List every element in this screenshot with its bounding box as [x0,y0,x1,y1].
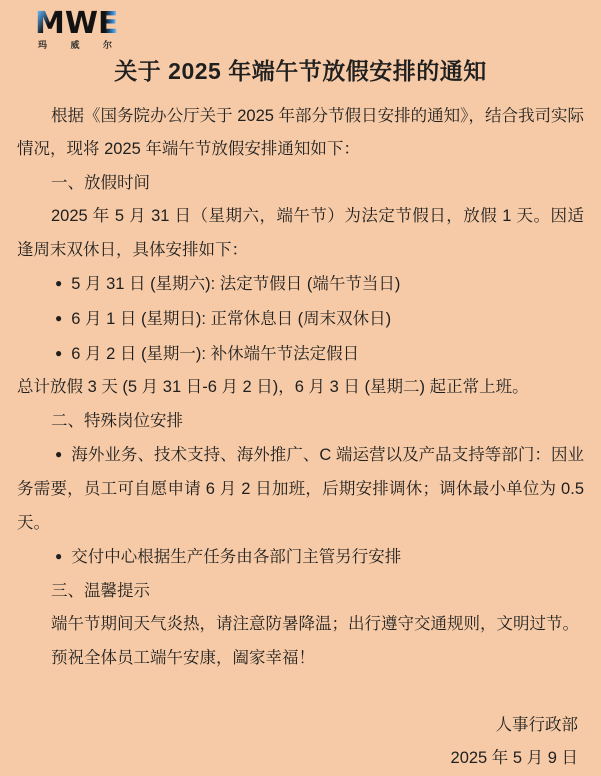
list-item-text: 5 月 31 日 (星期六): 法定节假日 (端午节当日) [71,275,401,294]
notice-body [17,100,584,676]
holiday-list-item-jun2 [17,337,584,372]
logo-letter-w: W [64,6,98,41]
logo-text [35,6,119,41]
logo-subtext [38,40,112,51]
bullet-icon: ● [55,311,63,326]
logo-subtext-char: 玛 [38,39,48,50]
special-duty-item-overseas [17,438,584,540]
signature-date: 2025 年 5 月 9 日 [450,749,578,768]
bullet-icon: ● [55,345,63,360]
signature-block [17,709,584,776]
bullet-icon: ● [55,447,63,462]
list-item-text: 6 月 1 日 (星期日): 正常休息日 (周末双休日) [71,310,392,329]
logo-letter-m: M [35,6,65,41]
page-title: 关于 2025 年端午节放假安排的通知 [114,57,487,84]
signature-department: 人事行政部 [495,715,578,734]
section-1-detail: 2025 年 5 月 31 日（星期六，端午节）为法定节假日，放假 1 天。因适逢周末双休日，具体安排如下： [17,207,584,259]
bullet-icon: ● [55,276,63,291]
company-logo [35,6,119,51]
intro-paragraph: 根据《国务院办公厅关于 2025 年部分节假日安排的通知》，结合我司实际情况，现将 2025 年端午节放假安排通知如下： [17,106,584,159]
holiday-summary: 总计放假 3 天 (5 月 31 日-6 月 2 日)，6 月 3 日 (星期二) 起正常上班。 [17,378,529,397]
logo-letter-e: E [97,6,119,41]
bullet-icon: ● [55,549,63,564]
logo-subtext-char: 尔 [102,39,112,50]
tips-paragraph: 端午节期间天气炎热，请注意防暑降温；出行遵守交通规则，文明过节。 [51,615,579,634]
special-duty-item-delivery [17,540,584,575]
list-item-text: 交付中心根据生产任务由各部门主管另行安排 [71,548,402,567]
holiday-list-item-may31 [17,267,584,302]
list-item-text: 6 月 2 日 (星期一): 补休端午节法定假日 [71,344,360,363]
section-3-heading: 三、温馨提示 [51,581,150,600]
holiday-list-item-jun1 [17,302,584,337]
section-2-heading: 二、特殊岗位安排 [51,411,183,430]
list-item-text: 海外业务、技术支持、海外推广、C 端运营以及产品支持等部门：因业务需要，员工可自愿申请 6 月 2 日加班，后期安排调休；调休最小单位为 0.5 天。 [17,446,584,532]
wishes-paragraph: 预祝全体员工端午安康，阖家幸福！ [51,649,315,667]
section-1-heading: 一、放假时间 [51,173,150,192]
logo-subtext-char: 威 [70,39,80,50]
